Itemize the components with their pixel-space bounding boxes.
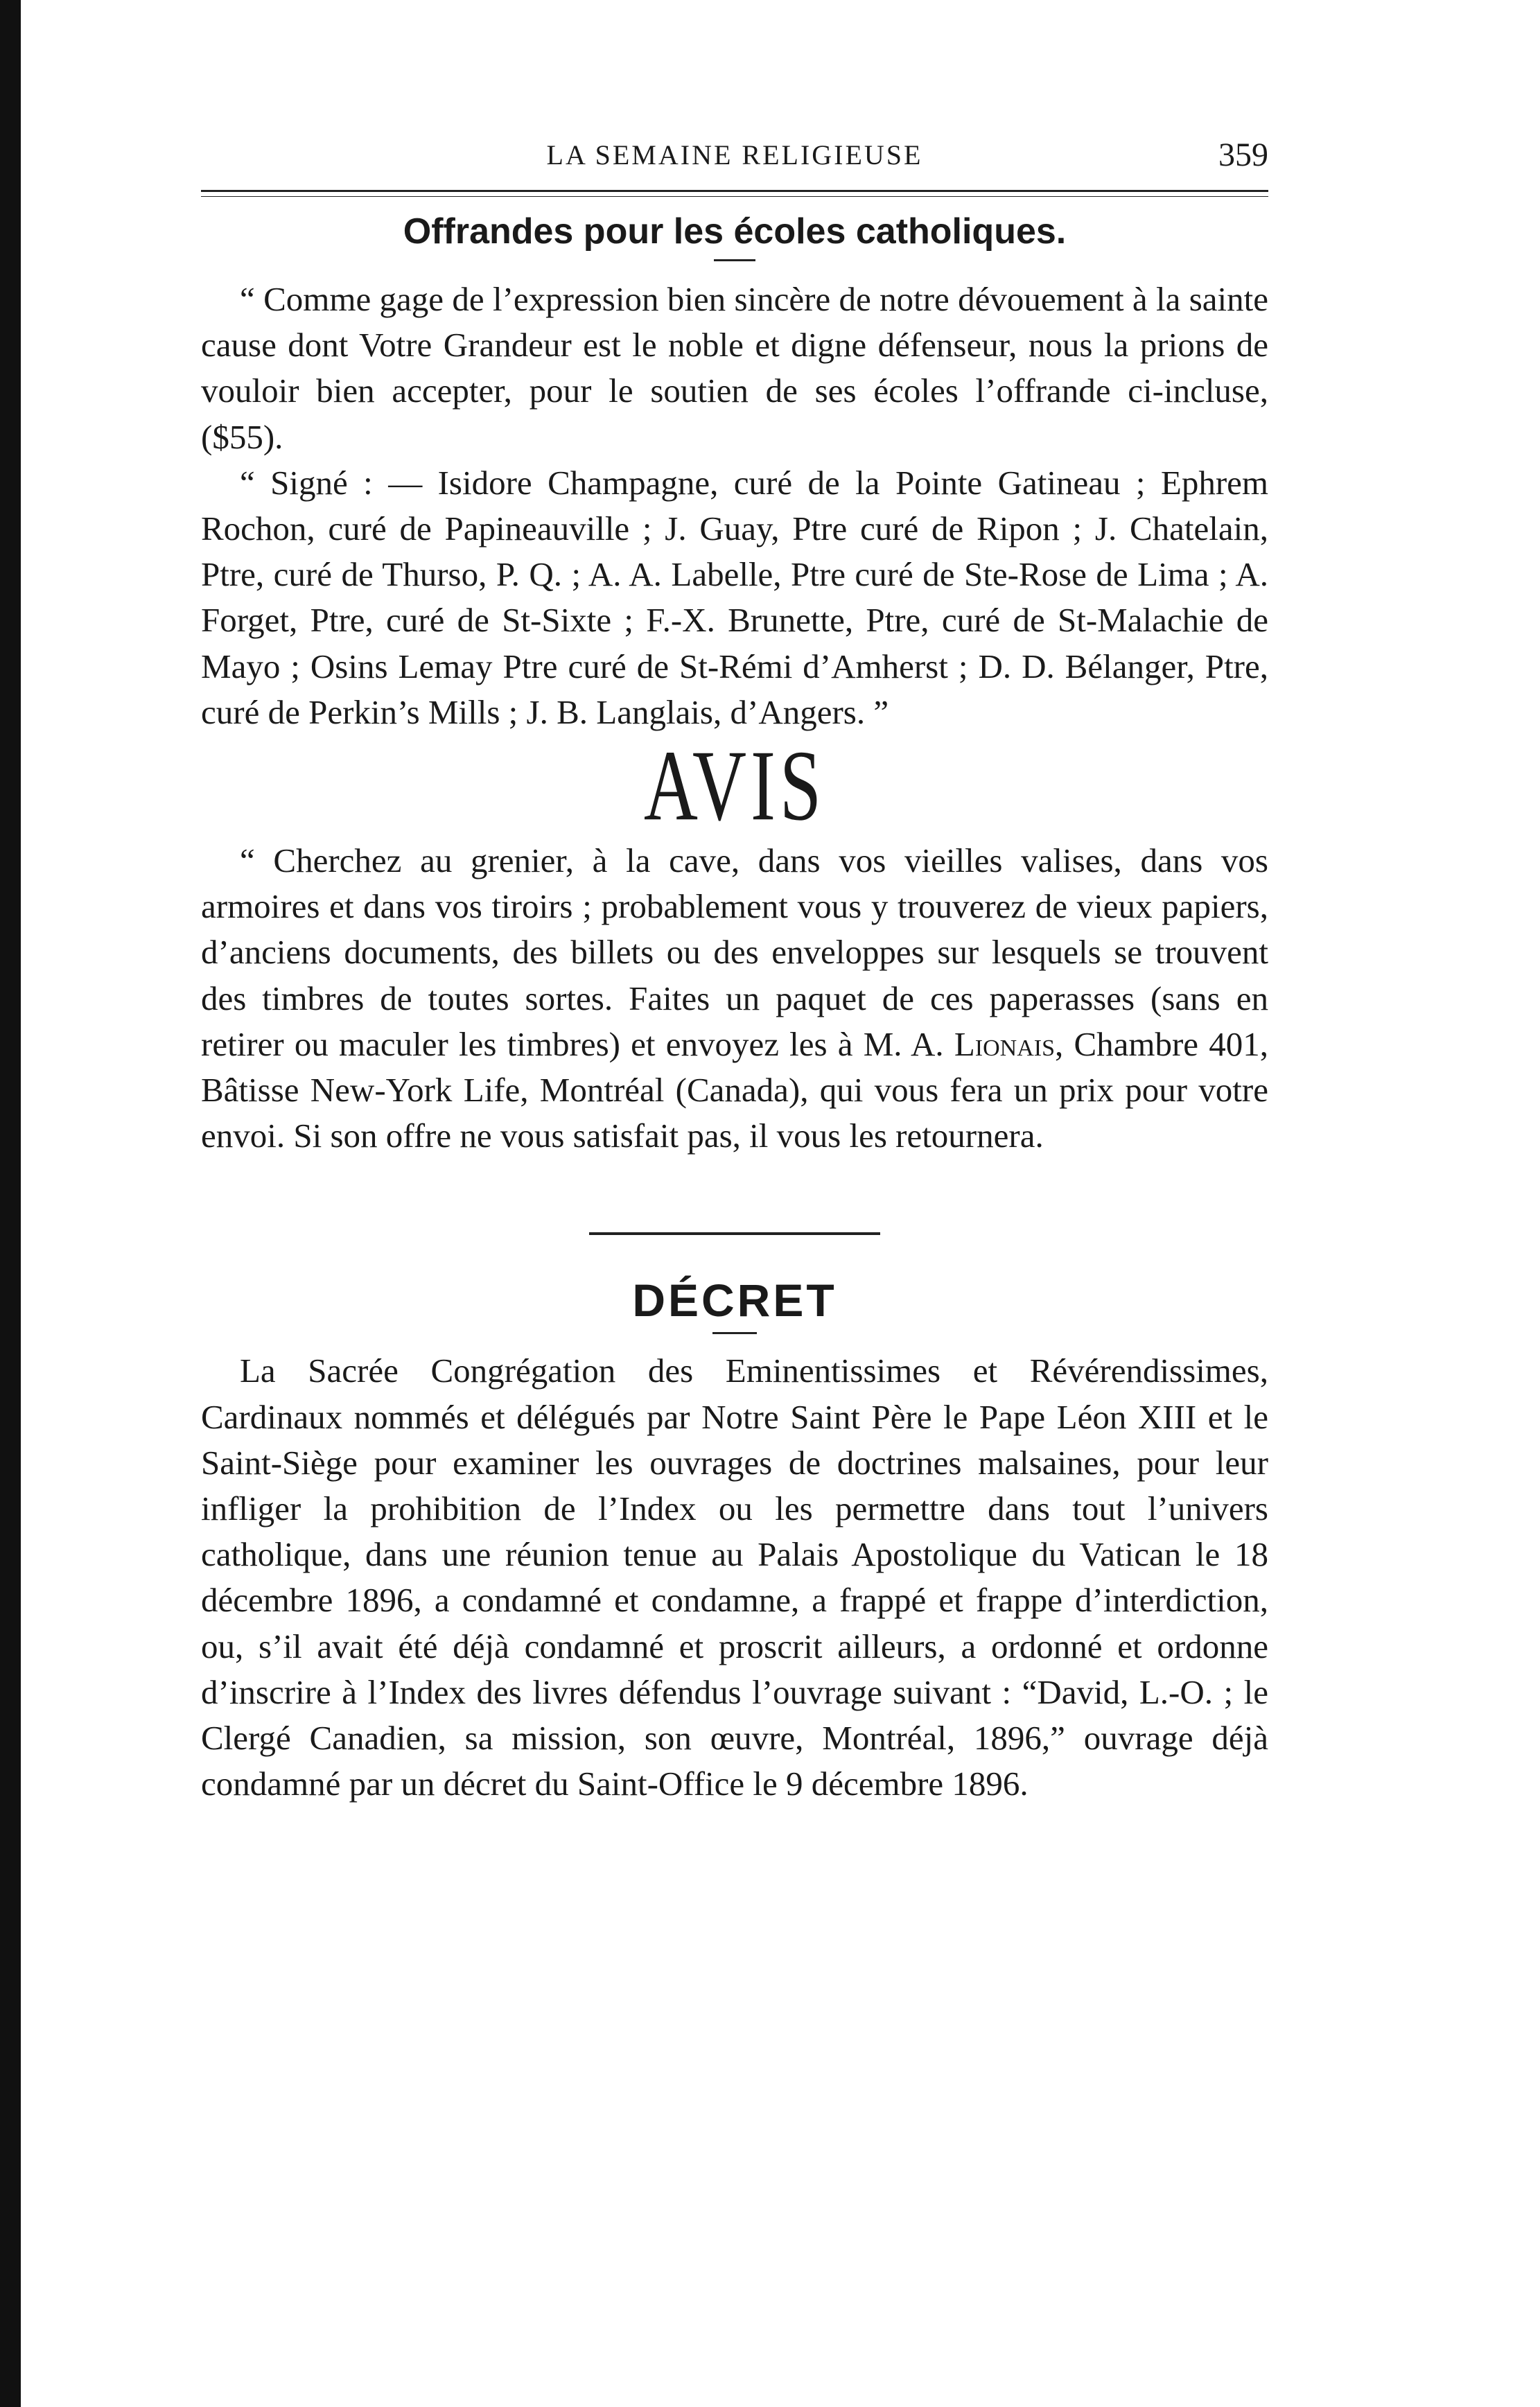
binding-edge <box>0 0 21 2407</box>
section-divider <box>589 1232 880 1235</box>
decret-dash <box>712 1332 757 1334</box>
decret-title: DÉCRET <box>632 1275 837 1327</box>
avis-text-before: “ Cherchez au grenier, à la cave, dans vos vieilles valises, dans vos armoires et dans vos tiroirs ; probablement vous y trouverez de vieux papiers, d’anciens documents, des billets ou des enveloppes sur lesquels se trouvent des timbres de toutes sortes. Faites un paquet de ces paperasses (sans en retirer ou maculer les timbres) et envoyez les à M. A. <box>201 841 1268 1063</box>
offrandes-section <box>201 211 1268 735</box>
avis-name: Lionais <box>954 1024 1055 1063</box>
offrandes-title: Offrandes pour les écoles catholiques. <box>403 211 1067 252</box>
offrandes-paragraph-2: “ Signé : — Isidore Champagne, curé de la Pointe Gatineau ; Ephrem Rochon, curé de Papineauville ; J. Guay, Ptre curé de Ripon ; J. Chatelain, Ptre, curé de Thurso, P. Q. ; A. A. Labelle, Ptre curé de Ste-Rose de Lima ; A. Forget, Ptre, curé de St-Sixte ; F.-X. Brunette, Ptre, curé de St-Malachie de Mayo ; Osins Lemay Ptre curé de St-Rémi d’Amherst ; D. D. Bélanger, Ptre, curé de Perkin’s Mills ; J. B. Langlais, d’Angers. ” <box>201 463 1268 731</box>
avis-title: AVIS <box>643 730 826 842</box>
page <box>201 125 1268 1807</box>
avis-section <box>201 730 1268 1159</box>
decret-section <box>201 1274 1268 1807</box>
decret-paragraph: La Sacrée Congrégation des Eminentissimes et Révérendissimes, Cardinaux nommés et délégués par Notre Saint Père le Pape Léon XIII et le Saint-Siège pour examiner les ouvrages de doctrines malsaines, pour leur infliger la prohibition de l’Index ou les permettre dans tout l’univers catholique, dans une réunion tenue au Palais Apostolique du Vatican le 18 décembre 1896, a condamné et condamne, a frappé et frappe d’interdiction, ou, s’il avait été déjà condamné et proscrit ailleurs, a ordonné et ordonne d’inscrire à l’Index des livres défendus l’ouvrage suivant : “David, L.-O. ; le Clergé Canadien, sa mission, son œuvre, Montréal, 1896,” ouvrage déjà condamné par un décret du Saint-Office le 9 décembre 1896. <box>201 1351 1268 1803</box>
running-head <box>201 125 1268 180</box>
offrandes-paragraph-1: “ Comme gage de l’expression bien sincère de notre dévouement à la sainte cause dont Votre Grandeur est le noble et digne défenseur, nous la prions de vouloir bien accepter, pour le soutien de ses écoles l’offrande ci-incluse, ($55). <box>201 280 1268 456</box>
running-head-title: LA SEMAINE RELIGIEUSE <box>546 139 923 170</box>
offrandes-dash <box>714 259 755 261</box>
header-rule <box>201 190 1268 197</box>
page-number: 359 <box>1218 137 1268 173</box>
avis-paragraph <box>201 838 1268 1159</box>
avis-text-after: , Chambre 401, Bâtisse New-York Life, Montréal (Canada), qui vous fera un prix pour votre envoi. Si son offre ne vous satisfait pas, il vous les retournera. <box>201 1024 1268 1155</box>
